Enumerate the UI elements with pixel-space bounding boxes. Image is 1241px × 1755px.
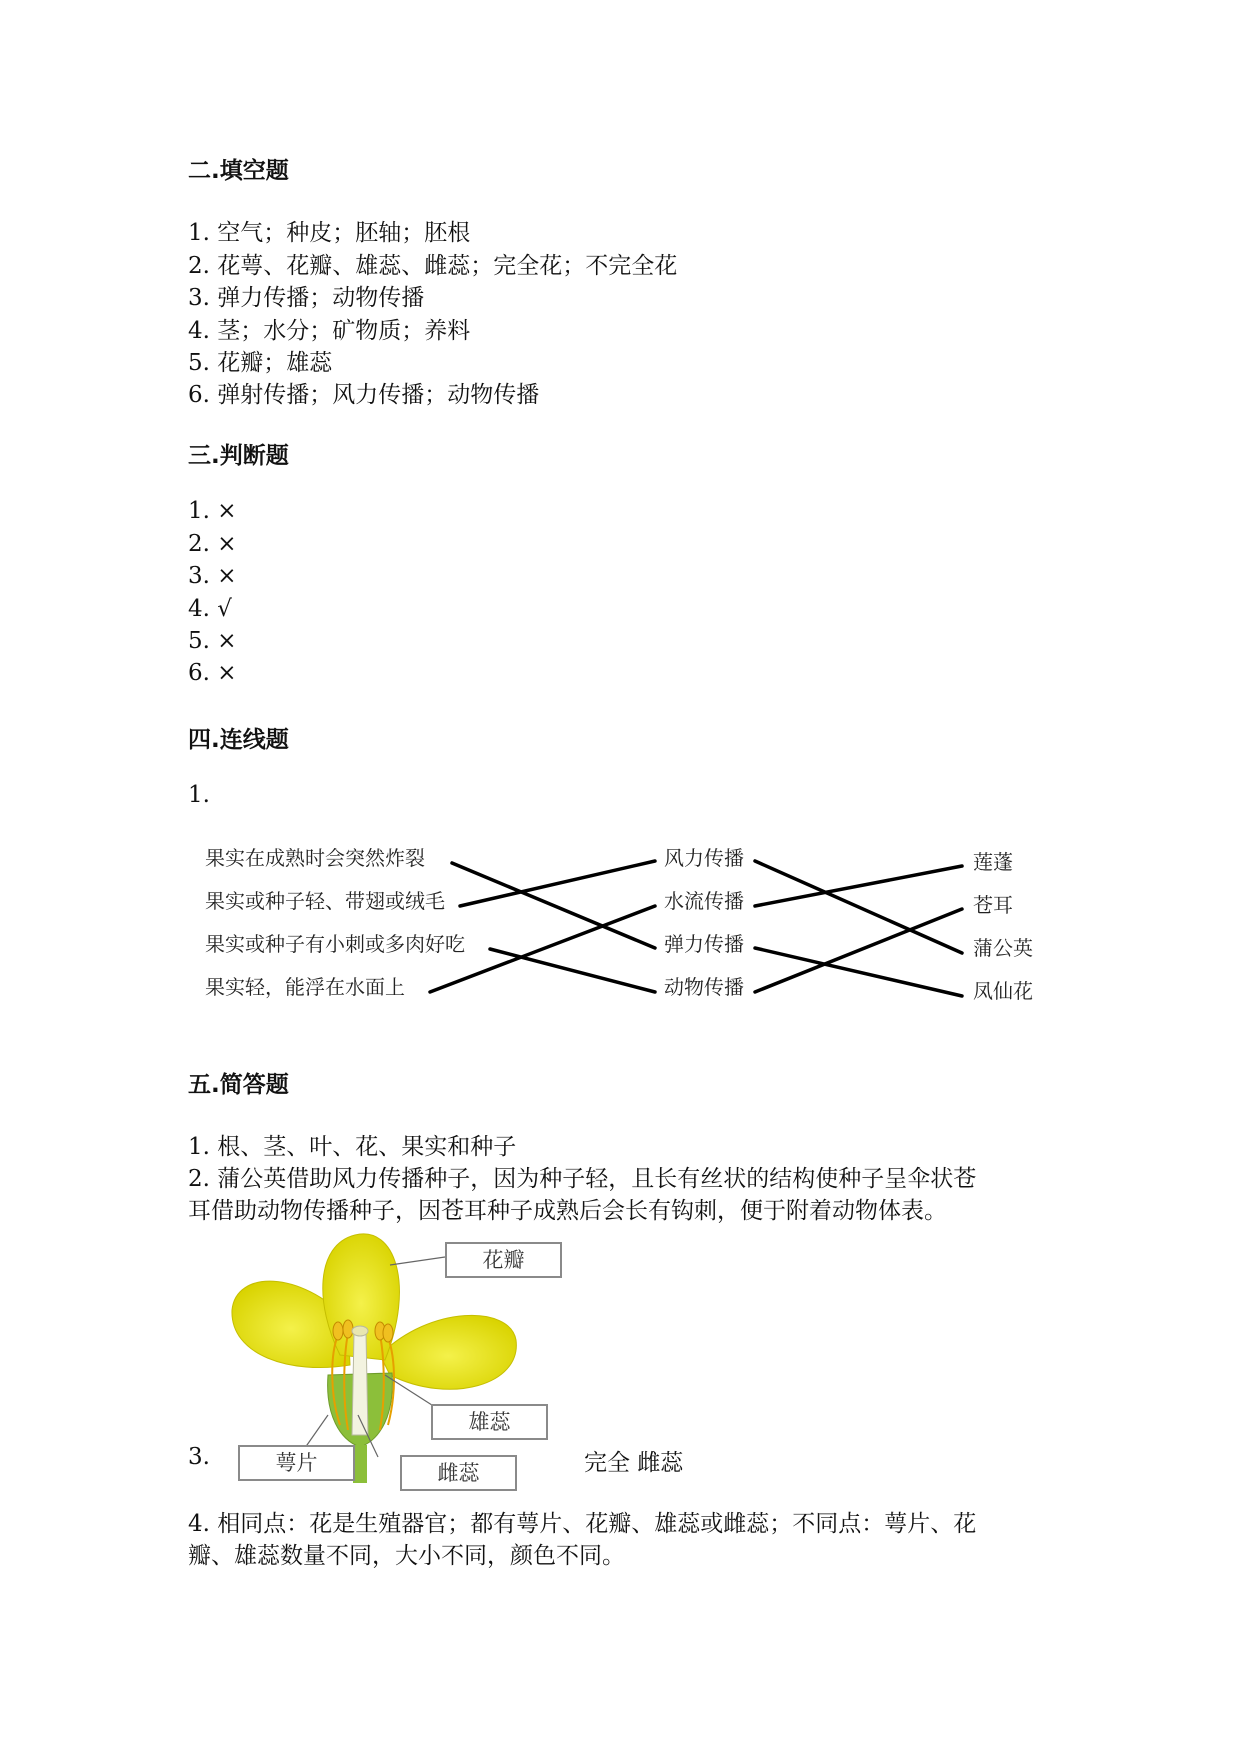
fill-answer-6: 6. 弹射传播；风力传播；动物传播 bbox=[188, 382, 540, 408]
section-title-fill: 二.填空题 bbox=[188, 158, 289, 184]
short-answer-3-number: 3. bbox=[188, 1444, 210, 1470]
match-line-middle3-right4 bbox=[755, 948, 962, 996]
label-sepal: 萼片 bbox=[238, 1445, 355, 1481]
short-answer-3-text: 完全 雌蕊 bbox=[584, 1450, 684, 1476]
match-right-1: 莲蓬 bbox=[973, 852, 1013, 874]
section-title-match: 四.连线题 bbox=[188, 727, 289, 753]
match-middle-1: 风力传播 bbox=[664, 848, 744, 870]
match-line-left3-middle4 bbox=[490, 949, 655, 992]
short-answer-2-line2: 耳借助动物传播种子，因苍耳种子成熟后会长有钩刺，便于附着动物体表。 bbox=[188, 1198, 947, 1224]
section-title-short: 五.简答题 bbox=[188, 1072, 289, 1098]
match-line-middle4-right2 bbox=[755, 909, 962, 992]
match-left-3: 果实或种子有小刺或多肉好吃 bbox=[205, 934, 465, 956]
label-stamen: 雄蕊 bbox=[431, 1404, 548, 1440]
judge-answer-1: 1. × bbox=[188, 498, 237, 524]
match-line-left1-middle3 bbox=[452, 863, 655, 948]
fill-answer-1: 1. 空气；种皮；胚轴；胚根 bbox=[188, 220, 471, 246]
label-pistil: 雌蕊 bbox=[400, 1455, 517, 1491]
short-answer-4-line2: 瓣、雄蕊数量不同，大小不同，颜色不同。 bbox=[188, 1543, 625, 1569]
fill-answer-3: 3. 弹力传播；动物传播 bbox=[188, 285, 425, 311]
judge-answer-6: 6. × bbox=[188, 660, 237, 686]
match-line-middle2-right1 bbox=[755, 866, 962, 906]
fill-answer-4: 4. 茎；水分；矿物质；养料 bbox=[188, 318, 471, 344]
judge-answer-4: 4. √ bbox=[188, 596, 232, 622]
label-petal: 花瓣 bbox=[445, 1242, 562, 1278]
matching-diagram bbox=[0, 830, 1241, 1030]
short-answer-1: 1. 根、茎、叶、花、果实和种子 bbox=[188, 1134, 517, 1160]
judge-answer-5: 5. × bbox=[188, 628, 237, 654]
match-left-2: 果实或种子轻、带翅或绒毛 bbox=[205, 891, 445, 913]
match-line-middle1-right3 bbox=[755, 861, 962, 953]
match-middle-3: 弹力传播 bbox=[664, 934, 744, 956]
match-left-1: 果实在成熟时会突然炸裂 bbox=[205, 848, 425, 870]
judge-answer-2: 2. × bbox=[188, 531, 237, 557]
match-line-left2-middle1 bbox=[460, 861, 655, 906]
match-right-2: 苍耳 bbox=[973, 895, 1013, 917]
fill-answer-2: 2. 花萼、花瓣、雄蕊、雌蕊；完全花；不完全花 bbox=[188, 253, 678, 279]
match-question-number: 1. bbox=[188, 782, 210, 808]
fill-answer-5: 5. 花瓣；雄蕊 bbox=[188, 350, 333, 376]
match-right-3: 蒲公英 bbox=[973, 938, 1033, 960]
judge-answer-3: 3. × bbox=[188, 563, 237, 589]
match-left-4: 果实轻，能浮在水面上 bbox=[205, 977, 405, 999]
section-title-judge: 三.判断题 bbox=[188, 443, 289, 469]
flower-right-petal bbox=[380, 1315, 516, 1389]
flower-stem bbox=[353, 1445, 367, 1483]
match-middle-2: 水流传播 bbox=[664, 891, 744, 913]
short-answer-4-line1: 4. 相同点：花是生殖器官；都有萼片、花瓣、雄蕊或雌蕊；不同点：萼片、花 bbox=[188, 1511, 977, 1537]
match-right-4: 凤仙花 bbox=[973, 981, 1033, 1003]
match-middle-4: 动物传播 bbox=[664, 977, 744, 999]
short-answer-2-line1: 2. 蒲公英借助风力传播种子，因为种子轻，且长有丝状的结构使种子呈伞状苍 bbox=[188, 1166, 977, 1192]
